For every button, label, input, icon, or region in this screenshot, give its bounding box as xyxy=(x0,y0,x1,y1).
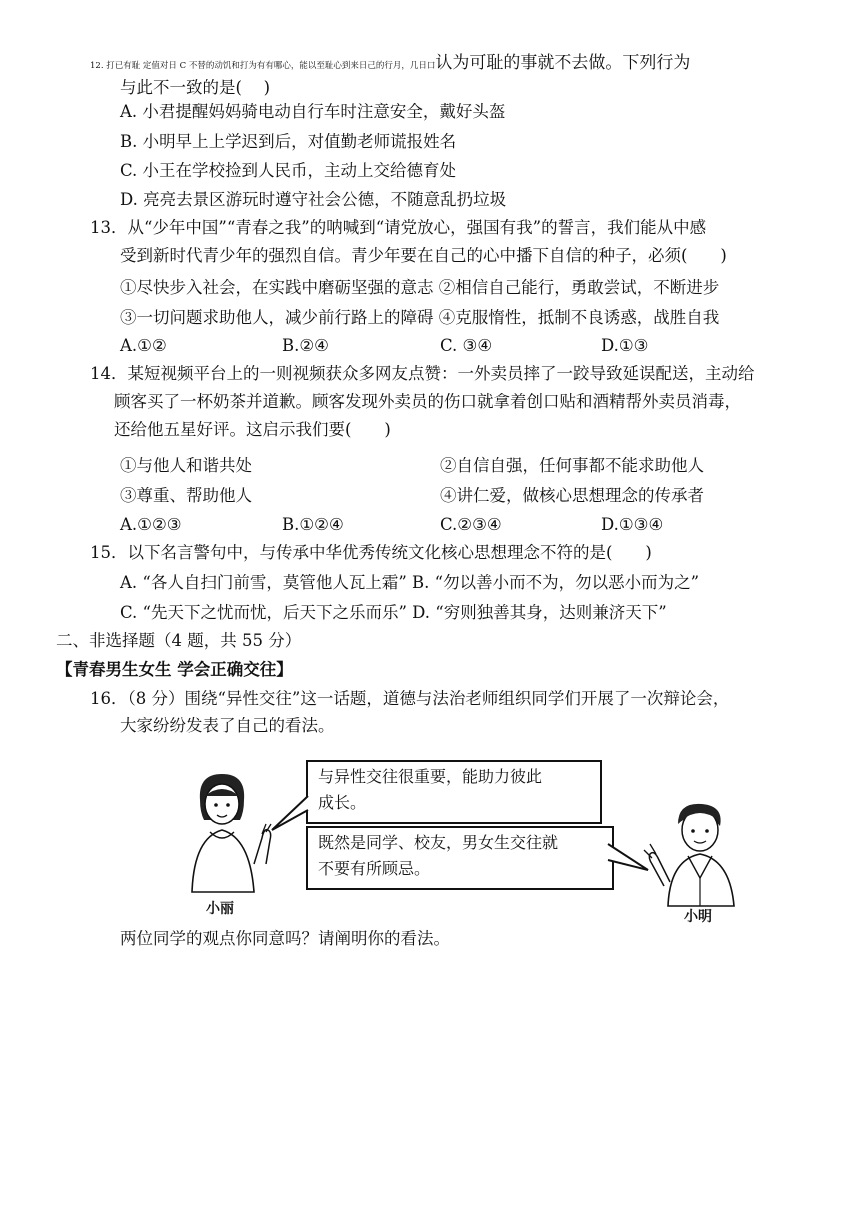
q15-stem: 15．以下名言警句中，与传承中华优秀传统文化核心思想理念不符的是( ) xyxy=(90,543,652,562)
q14-stem-line3: 还给他五星好评。这启示我们要( ) xyxy=(114,420,391,439)
q16-stem-line2: 大家纷纷发表了自己的看法。 xyxy=(120,716,335,735)
q15-options-line2: C. “先天下之忧而忧，后天下之乐而乐” D. “穷则独善其身，达则兼济天下” xyxy=(120,603,667,622)
bubble-boy-line2: 不要有所顾忌。 xyxy=(318,859,431,878)
boy-illustration xyxy=(640,798,750,908)
q13-choice-d: D.①③ xyxy=(601,336,649,355)
girl-illustration xyxy=(170,768,280,898)
q12-option-d: D. 亮亮去景区游玩时遵守社会公德，不随意乱扔垃圾 xyxy=(120,190,507,209)
q13-items-line1: ①尽快步入社会，在实践中磨砺坚强的意志 ②相信自己能行，勇敢尝试，不断进步 xyxy=(120,278,720,297)
q14-item-4: ④讲仁爱，做核心思想理念的传承者 xyxy=(440,486,704,505)
section2-topic: 【青春男生女生 学会正确交往】 xyxy=(56,660,293,679)
q12-option-a: A. 小君提醒妈妈骑电动自行车时注意安全，戴好头盔 xyxy=(120,102,506,121)
bubble-girl-tail xyxy=(270,796,310,832)
section2-heading: 二、非选择题（4 题，共 55 分） xyxy=(56,631,302,650)
q16-stem-line1: 16．（8 分）围绕“异性交往”这一话题，道德与法治老师组织同学们开展了一次辩论会， xyxy=(90,689,730,708)
q14-stem-line2: 顾客买了一杯奶茶并道歉。顾客发现外卖员的伤口就拿着创口贴和酒精帮外卖员消毒， xyxy=(114,392,741,411)
q15-options-line1: A. “各人自扫门前雪，莫管他人瓦上霜” B. “勿以善小而不为，勿以恶小而为之” xyxy=(120,573,700,592)
q13-choice-b: B.②④ xyxy=(282,336,329,355)
speech-bubble-girl xyxy=(306,760,602,824)
q12-option-b: B. 小明早上上学迟到后，对值勤老师谎报姓名 xyxy=(120,132,457,151)
q13-choice-a: A.①② xyxy=(120,336,167,355)
q14-item-2: ②自信自强，任何事都不能求助他人 xyxy=(440,456,704,475)
q14-choice-c: C.②③④ xyxy=(440,515,502,534)
q14-choice-a: A.①②③ xyxy=(120,515,182,534)
bubble-boy-tail xyxy=(606,842,650,872)
bubble-boy-line1: 既然是同学、校友，男女生交往就 xyxy=(318,833,559,852)
q16-question: 两位同学的观点你同意吗？请阐明你的看法。 xyxy=(120,929,450,948)
q12-stem-line2: 与此不一致的是( ) xyxy=(120,78,271,97)
bubble-girl-line1: 与异性交往很重要，能助力彼此 xyxy=(318,767,543,786)
q13-choice-c: C. ③④ xyxy=(440,336,493,355)
boy-name-label: 小明 xyxy=(684,909,712,925)
q12-stem-small-text: 12. 打已有耻 定值对日 C 不替的动饥和打为有有哪心，能以至耻心到来日己的行月，几日口 xyxy=(90,61,436,71)
girl-name-label: 小丽 xyxy=(206,901,234,917)
q13-stem-line1: 13．从“少年中国”“青春之我”的呐喊到“请党放心，强国有我”的誓言，我们能从中感 xyxy=(90,218,707,237)
q14-item-1: ①与他人和谐共处 xyxy=(120,456,252,475)
q13-items-line2: ③一切问题求助他人，减少前行路上的障碍 ④克服惰性，抵制不良诱惑，战胜自我 xyxy=(120,308,720,327)
q14-stem-line1: 14．某短视频平台上的一则视频获众多网友点赞：一外卖员摔了一跤导致延误配送，主动给 xyxy=(90,364,755,383)
speech-bubble-boy xyxy=(306,826,614,890)
q14-choice-d: D.①③④ xyxy=(601,515,664,534)
q14-choice-b: B.①②④ xyxy=(282,515,344,534)
q13-stem-line2: 受到新时代青少年的强烈自信。青少年要在自己的心中播下自信的种子，必须( ) xyxy=(120,246,727,265)
q14-item-3: ③尊重、帮助他人 xyxy=(120,486,252,505)
q12-stem-line1 xyxy=(90,53,690,73)
q12-option-c: C. 小王在学校捡到人民币，主动上交给德育处 xyxy=(120,161,457,180)
bubble-girl-line2: 成长。 xyxy=(318,793,367,812)
q12-stem-rest: 认为可耻的事就不去做。下列行为 xyxy=(435,53,691,73)
